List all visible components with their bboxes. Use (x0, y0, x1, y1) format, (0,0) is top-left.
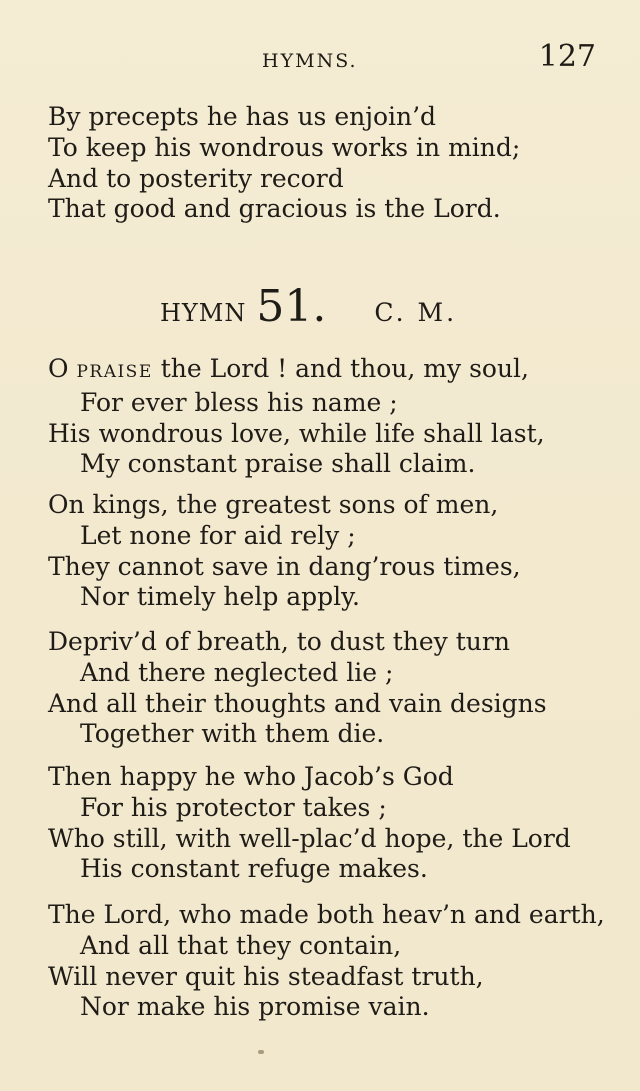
verse-line: His constant refuge makes. (80, 854, 428, 884)
verse-line: His wondrous love, while life shall last, (48, 418, 545, 448)
verse-line: And all their thoughts and vain designs (48, 688, 547, 718)
verse-line: My constant praise shall claim. (80, 449, 476, 479)
verse-line: And all that they contain, (80, 930, 402, 960)
stanza-4 (48, 762, 608, 885)
verse-line: Then happy he who Jacob’s God (48, 762, 454, 791)
verse-line: Nor timely help apply. (80, 582, 360, 612)
page-number: 127 (538, 39, 596, 74)
verse-line-first (48, 354, 608, 388)
verse-line: Together with them die. (80, 719, 385, 749)
verse-line: Will never quit his steadfast truth, (48, 961, 484, 991)
verse-line: Depriv’d of breath, to dust they turn (48, 627, 510, 656)
verse-line: That good and gracious is the Lord. (48, 194, 501, 224)
verse-line: And there neglected lie ; (80, 657, 394, 687)
hymn-meter: C. M. (374, 298, 458, 327)
verse-line: Nor make his promise vain. (80, 992, 430, 1022)
running-head: HYMNS. (262, 50, 358, 72)
hymn-label: HYMN (160, 299, 247, 327)
ink-speck (258, 1050, 264, 1054)
first-words-smallcaps: PRAISE (76, 362, 153, 382)
first-line-rest: the Lord ! and thou, my soul, (160, 354, 529, 383)
verse-line: Let none for aid rely ; (80, 520, 356, 550)
verse-line: On kings, the greatest sons of men, (48, 490, 499, 519)
verse-line: For his protector takes ; (80, 792, 387, 822)
stanza-2 (48, 490, 608, 613)
stanza-3 (48, 627, 608, 750)
first-letter: O (48, 354, 69, 383)
hymn-heading (160, 283, 560, 340)
previous-hymn-stanza (48, 102, 608, 225)
verse-line: And to posterity record (48, 163, 344, 193)
verse-line: By precepts he has us enjoin’d (48, 102, 437, 131)
hymn-number: 51. (256, 281, 327, 332)
verse-line: The Lord, who made both heav’n and earth, (48, 900, 605, 929)
stanza-1 (48, 354, 608, 480)
verse-line: Who still, with well-plac’d hope, the Lord (48, 823, 571, 853)
stanza-5 (48, 900, 608, 1023)
verse-line: To keep his wondrous works in mind; (48, 132, 521, 162)
verse-line: For ever bless his name ; (80, 387, 398, 417)
verse-line: They cannot save in dang’rous times, (48, 551, 521, 581)
